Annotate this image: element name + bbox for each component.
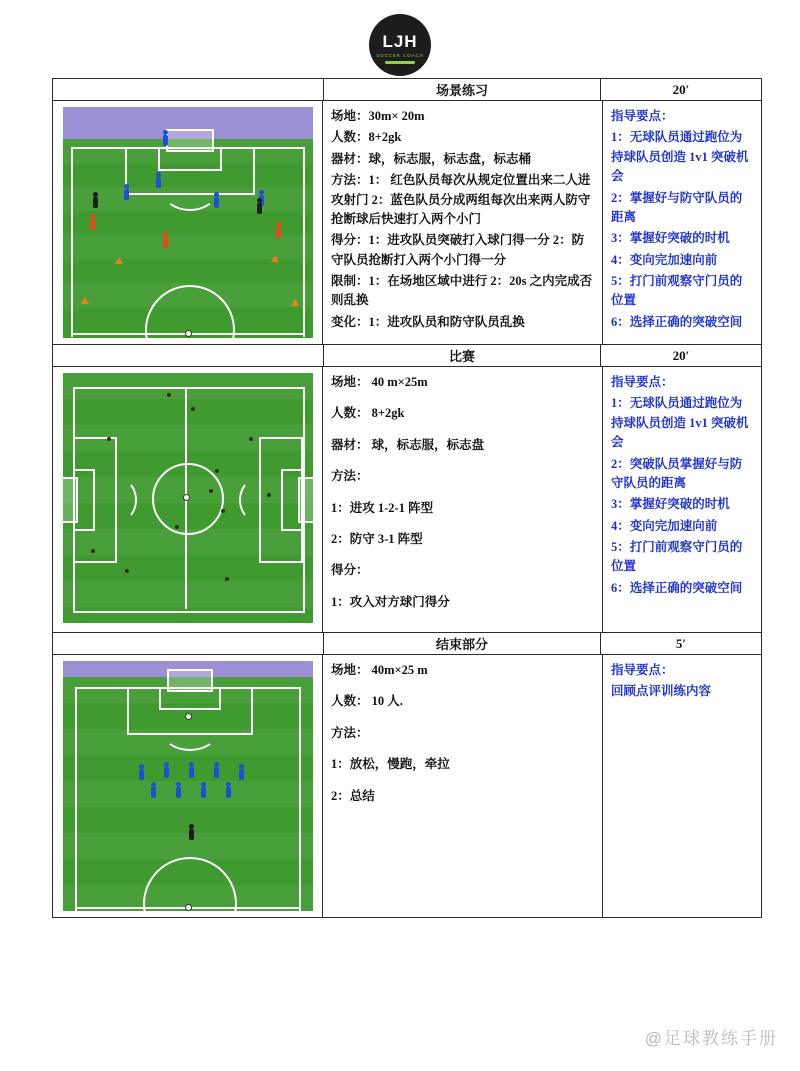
goal <box>166 129 214 152</box>
pitch-diagram-2 <box>63 373 313 623</box>
section-title-1: 场景练习 <box>324 79 601 100</box>
pitch-diagram-3 <box>63 661 313 911</box>
player-marker <box>93 197 98 208</box>
detail-line: 器材： 球，标志服，标志盘 <box>331 437 485 452</box>
cone-marker <box>291 299 299 306</box>
section-header-1 <box>53 79 761 101</box>
section-body-3 <box>53 655 761 917</box>
detail-line: 方法： <box>331 469 369 484</box>
coaching-point: 6：选择正确的突破空间 <box>611 314 743 329</box>
coaching-point: 1：无球队员通过跑位为持球队员创造 1v1 突破机会 <box>611 396 749 450</box>
player-marker <box>156 177 161 188</box>
detail-line: 人数： 10 人. <box>331 694 403 709</box>
pitch-diagram-2-cell <box>53 367 323 632</box>
coaching-point: 4：变向完加速向前 <box>611 518 718 533</box>
goal-left <box>63 477 78 523</box>
coaching-point: 回顾点评训练内容 <box>611 684 712 699</box>
detail-line: 人数：8+2gk <box>331 130 402 145</box>
detail-line: 场地： 40 m×25m <box>331 375 428 389</box>
pitch-diagram-1-cell <box>53 101 323 344</box>
section-3-coaching-points <box>603 655 761 917</box>
detail-line: 方法： <box>331 725 369 740</box>
pitch-diagram-1 <box>63 107 313 338</box>
player-marker <box>189 767 194 778</box>
detail-line: 场地：30m× 20m <box>331 109 425 123</box>
coaching-point: 1：无球队员通过跑位为持球队员创造 1v1 突破机会 <box>611 130 749 184</box>
coaching-points-title: 指导要点： <box>611 375 674 389</box>
detail-line: 限制：1：在场地区域中进行 2：20s 之内完成否则乱换 <box>331 274 593 308</box>
detail-line: 人数： 8+2gk <box>331 406 405 421</box>
penalty-arc <box>163 715 217 751</box>
coaching-points-title: 指导要点： <box>611 663 674 677</box>
watermark: @足球教练手册 <box>644 1029 778 1048</box>
section-header-3 <box>53 633 761 655</box>
pitch-diagram-3-cell <box>53 655 323 917</box>
section-2-details <box>323 367 603 632</box>
penalty-arc <box>163 173 217 211</box>
detail-line: 1：放松，慢跑，牵拉 <box>331 757 450 772</box>
section-2-coaching-points <box>603 367 761 632</box>
coaching-point: 4：变向完加速向前 <box>611 252 718 267</box>
section-duration-2: 20′ <box>672 347 690 363</box>
player-marker <box>124 189 129 200</box>
goal <box>167 669 213 692</box>
coaching-point: 3：掌握好突破的时机 <box>611 231 730 246</box>
detail-line: 场地： 40m×25 m <box>331 663 428 677</box>
player-marker <box>214 197 219 208</box>
player-marker <box>139 769 144 780</box>
detail-line: 器材：球，标志服，标志盘，标志桶 <box>331 151 532 166</box>
player-marker <box>163 237 168 248</box>
coaching-point: 6：选择正确的突破空间 <box>611 580 743 595</box>
detail-line: 得分：1：进攻队员突破打入球门得一分 2：防守队员抢断打入两个小门得一分 <box>331 233 585 267</box>
section-title-2: 比赛 <box>324 345 601 366</box>
player-marker <box>226 787 231 798</box>
coaching-point: 2：掌握好与防守队员的距离 <box>611 190 743 224</box>
section-body-1 <box>53 101 761 345</box>
coaching-points-title: 指导要点： <box>611 109 674 123</box>
section-header-1-spacer <box>53 79 324 100</box>
cone-marker <box>271 255 279 262</box>
detail-line: 2：防守 3-1 阵型 <box>331 531 423 546</box>
detail-line: 1：攻入对方球门得分 <box>331 594 450 609</box>
detail-line: 1：进攻 1-2-1 阵型 <box>331 500 434 515</box>
player-marker <box>214 767 219 778</box>
detail-line: 2：总结 <box>331 788 375 803</box>
section-title-3: 结束部分 <box>324 633 601 654</box>
section-3-details <box>323 655 603 917</box>
section-header-3-spacer <box>53 633 324 654</box>
logo-container <box>0 14 800 76</box>
logo-initials: LJH <box>382 31 418 51</box>
player-marker <box>201 787 206 798</box>
player-marker <box>176 787 181 798</box>
detail-line: 方法：1： 红色队员每次从规定位置出来二人进攻射门 2：蓝色队员分成两组每次出来两人防守抢断球后快速打入两个小门 <box>331 173 591 226</box>
section-1-details <box>323 101 603 344</box>
coaching-point: 3：掌握好突破的时机 <box>611 497 730 512</box>
detail-line: 得分： <box>331 563 369 578</box>
player-marker <box>151 787 156 798</box>
center-circle <box>143 857 237 911</box>
coaching-point: 5：打门前观察守门员的位置 <box>611 274 743 308</box>
player-marker <box>164 767 169 778</box>
section-header-2-spacer <box>53 345 324 366</box>
player-marker <box>257 203 262 214</box>
coaching-point: 2：突破队员掌握好与防守队员的距离 <box>611 456 743 490</box>
section-1-coaching-points <box>603 101 761 344</box>
player-marker <box>276 227 281 238</box>
cone-marker <box>81 297 89 304</box>
player-marker <box>239 769 244 780</box>
player-marker <box>163 135 168 146</box>
section-duration-3: 5′ <box>675 635 687 651</box>
goal-right <box>298 477 313 523</box>
logo-underline-bar <box>385 61 415 64</box>
training-plan-sheet <box>52 78 762 918</box>
coach-marker <box>189 829 194 840</box>
logo-subtitle: SOCCER COACH <box>376 52 424 58</box>
brand-logo <box>369 14 431 76</box>
detail-line: 变化：1：进攻队员和防守队员乱换 <box>331 314 525 329</box>
section-header-2 <box>53 345 761 367</box>
player-marker <box>90 219 95 230</box>
coaching-point: 5：打门前观察守门员的位置 <box>611 540 743 574</box>
cone-marker <box>115 257 123 264</box>
section-duration-1: 20′ <box>672 81 690 97</box>
section-body-2 <box>53 367 761 633</box>
